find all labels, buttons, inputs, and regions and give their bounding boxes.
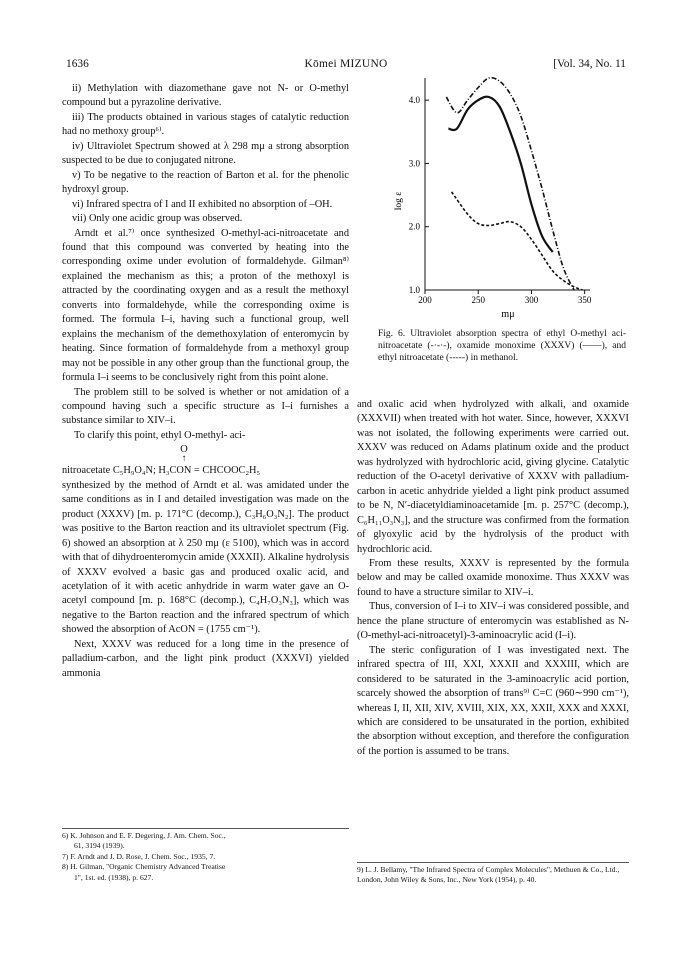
paragraph: The steric configuration of I was investigated next. The infrared spectra of III, XXI, XXXII and XXXIII, which are considered to be saturated in the 3-aminoacrylic acid portion, scarcely showed the absorption of trans⁹⁾ C=C (960∼990 cm⁻¹), whereas I, II, XII, XIV, XVIII, XIX, XX, XXII, XXX and XXXI, which are considered to be unsaturated in the portion, exhibited the absorption without exception, and therefore the configuration of the portion is assumed to be trans. [357, 644, 629, 757]
figure-caption [378, 328, 626, 365]
y-tick-label: 3.0 [408, 158, 420, 169]
running-author: Kōmei MIZUNO [304, 58, 388, 70]
paragraph: and oxalic acid when hydrolyzed with alkali, and oxamide (XXXVII) when treated with hot water. Since, however, XXXVI was not isolated, the following experiments were carried out. XXXV was reduced on Adams platinum oxide and the product was hydrolyzed with hydrochloric acid, giving glycine. Catalytic reduction of the O-acetyl derivative of XXXV with palladium-carbon in acetic anhydride yielded a light pink product assumed to be N, N′-diacetyldiaminoacetamide [m. p. 257°C (decomp.), C₆H₁₁O₃N₃], and the structure was confirmed from the formation of glyoxylic acid by the hydrolysis of the product with hydrochloric acid. [357, 399, 629, 555]
paragraph: synthesized by the method of Arndt et al. was amidated under the same conditions as in I and detailed investigation was made on the product (XXXV) [m. p. 171°C (decomp.), C₃H₆O₃N₂]. The product was positive to the Barton reaction and its ultraviolet spectrum (Fig. 6) showed an absorption at λ 250 mμ (ε 5100), which was in accord with that of dihydroenteromycin amide (XXXII). Alkaline hydrolysis of XXXV evolved a basic gas and produced oxalic acid, and acetylation of it with acetic anhydride in warm water gave an O-acetyl compound [m. p. 168°C (decomp.), C₄H₇O₃N₃], which was negative to the Barton reaction and the infrared spectrum of which showed the absorption of AcON = (1755 cm⁻¹). [62, 479, 349, 636]
paragraph: iv) Ultraviolet Spectrum showed at λ 298 mμ a strong absorption suspected to be due to conjugated nitrone. [62, 140, 349, 167]
paragraph: v) To be negative to the reaction of Barton et al. for the phenolic hydroxyl group. [62, 169, 349, 196]
footnotes-right [357, 862, 629, 886]
paragraph: vii) Only one acidic group was observed. [72, 213, 243, 225]
footnote: 6) K. Johnson and E. F. Degering, J. Am. Chem. Soc., [62, 831, 226, 840]
footnote: 7) F. Arndt and J. D. Rose, J. Chem. Soc., 1935, 7. [62, 851, 216, 861]
formula-line: nitroacetate C₅H₉O₄N; H₃CON = CHCOOC₂H₅ [62, 465, 261, 477]
x-tick-label: 350 [577, 295, 592, 305]
series-line-dashed [452, 192, 583, 290]
footnote-continuation: 61, 3194 (1939). [74, 841, 125, 851]
paragraph: To clarify this point, ethyl O-methyl- aci- [74, 429, 246, 441]
formula-o-label: O [180, 444, 188, 456]
left-column [62, 82, 349, 681]
x-tick-label: 200 [418, 295, 432, 305]
volume-issue: [Vol. 34, No. 11 [553, 58, 626, 70]
paragraph: ii) Methylation with diazomethane gave not N- or O-methyl compound but a pyrazoline derivative. [62, 83, 349, 109]
x-axis-label: mμ [501, 309, 515, 320]
chart-ticks [409, 95, 592, 305]
chem-formula [62, 445, 349, 478]
series-line-solid [448, 97, 552, 252]
page-number: 1636 [66, 58, 89, 70]
chart-series [446, 78, 582, 290]
left-paragraphs [62, 82, 349, 443]
x-tick-label: 250 [471, 295, 485, 305]
series-line-dash-dot [446, 78, 574, 290]
y-tick-label: 1.0 [408, 285, 420, 295]
y-axis-label: log ε [394, 191, 404, 211]
paragraph: From these results, XXXV is represented by the formula below and may be called oxamide monoxime. Thus XXXV was found to have a structure similar to XIV–i. [357, 557, 629, 598]
left-paragraphs-cont [62, 479, 349, 681]
footnote: 8) H. Gilman, "Organic Chemistry Advanced Treatise [62, 862, 226, 872]
footnote: 9) L. J. Bellamy, "The Infrared Spectra of Complex Molecules", Methuen & Co., Ltd., London, John Wiley & Sons, Inc., New York (1954), p. 40. [357, 865, 620, 885]
footnote-continuation: 1", 1st. ed. (1938), p. 627. [74, 872, 154, 882]
paragraph: Arndt et al.⁷⁾ once synthesized O-methyl-aci-nitroacetate and found that this compound was converted by heating into the corresponding oxime under evolution of formaldehyde. Gilman⁸⁾ explained the mechanism as this; a proton of the methoxyl is attracted by the coordinating oxygen and as a result the methoxyl converts into formaldehyde, while the corresponding oxime is formed. The formula I–i, having such a functional group, well explains the mechanism of the demethoxylation of enteromycin by heating. Since formation of formaldehyde from a methoxyl group may not be possible in any other group than the functional group, the formula I–i seems to be conclusively right from this point alone. [62, 227, 349, 384]
y-tick-label: 2.0 [408, 221, 420, 232]
paragraph: The problem still to be solved is whether or not amidation of a compound having such a specific structure as I–i furnishes a substance similar to XIV–i. [62, 386, 349, 427]
paragraph: vi) Infrared spectra of I and II exhibited no absorption of –OH. [72, 198, 333, 210]
chart-axes [425, 78, 590, 290]
y-tick-label: 4.0 [408, 95, 420, 106]
x-tick-label: 300 [524, 295, 539, 305]
dative-arrow: ↑ [181, 453, 187, 465]
paragraph: Next, XXXV was reduced for a long time in the presence of palladium-carbon, and the light pink product (XXXVI) yielded ammonia [62, 638, 349, 679]
paragraph: Thus, conversion of I–i to XIV–i was considered possible, and hence the plane structure of enteromycin was established as N-(O-methyl-aci-nitroacetyl)-3-aminoacrylic acid (I–i). [357, 601, 629, 642]
right-column [357, 398, 629, 759]
footnotes-left [62, 828, 349, 883]
caption-text: Fig. 6. Ultraviolet absorption spectra of ethyl O-methyl aci-nitroacetate (-·-·-), oxamide monoxime (XXXV) (——), and ethyl nitroacetate (-----) in methanol. [378, 329, 626, 364]
paragraph: iii) The products obtained in various stages of catalytic reduction had no methoxy group⁶⁾. [62, 111, 349, 138]
